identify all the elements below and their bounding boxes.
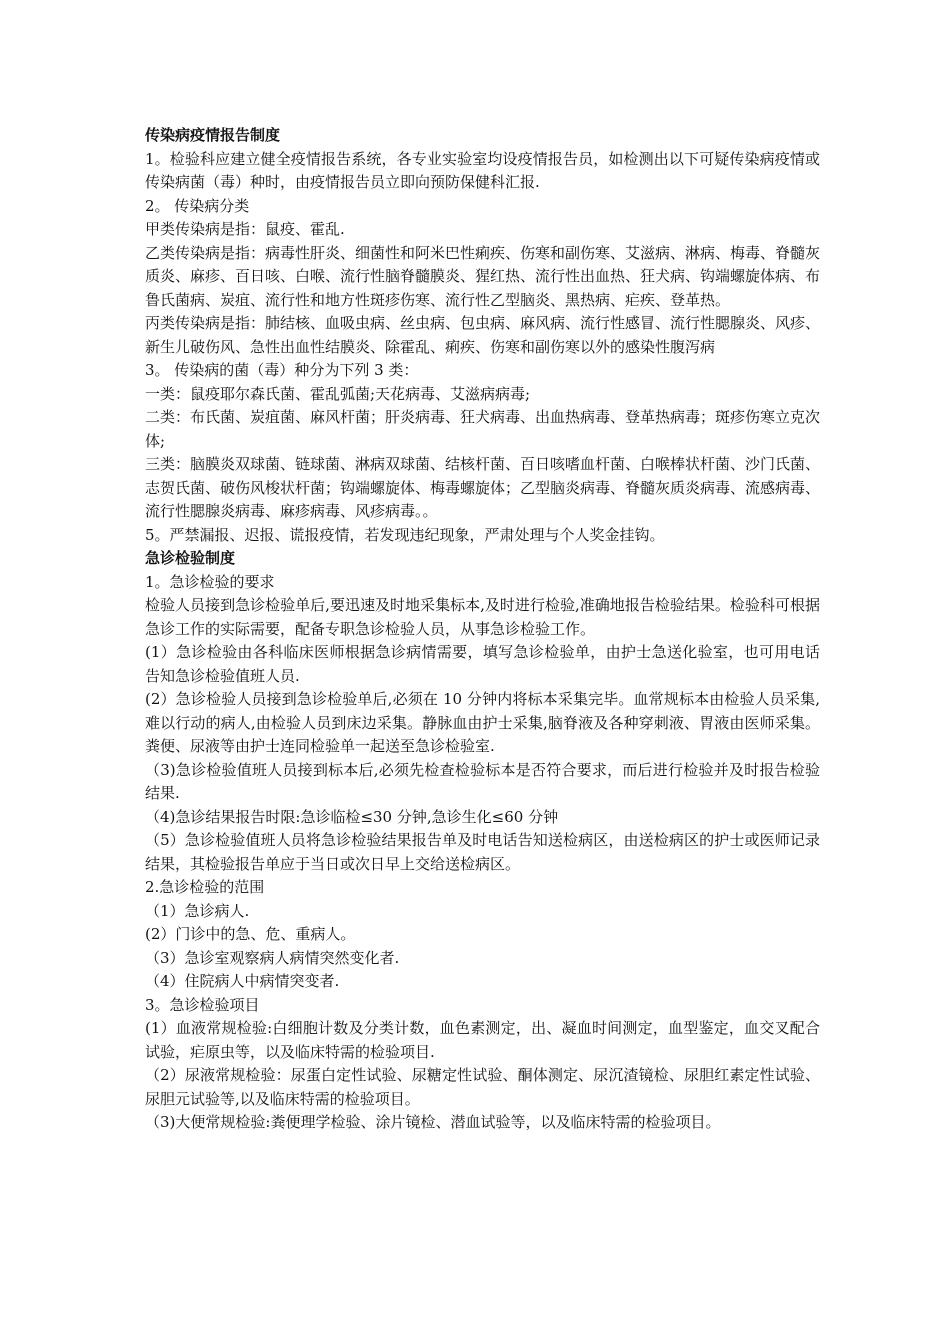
paragraph: 2.急诊检验的范围 bbox=[145, 878, 265, 896]
paragraph: 检验人员接到急诊检验单后,要迅速及时地采集标本,及时进行检验,准确地报告检验结果。检验科可根据急诊工作的实际需要，配备专职急诊检验人员，从事急诊检验工作。 bbox=[145, 596, 820, 638]
paragraph: （3)大便常规检验:粪便理学检验、涂片镜检、潜血试验等，以及临床特需的检验项目。 bbox=[145, 1113, 721, 1131]
paragraph: 丙类传染病是指：肺结核、血吸虫病、丝虫病、包虫病、麻风病、流行性感冒、流行性腮腺炎、风疹、新生儿破伤风、急性出血性结膜炎、除霍乱、痢疾、伤寒和副伤寒以外的感染性腹泻病 bbox=[145, 314, 821, 356]
paragraph: （4)急诊结果报告时限:急诊临检≤30 分钟,急诊生化≤60 分钟 bbox=[145, 807, 559, 826]
paragraph: 3。急诊检验项目 bbox=[145, 995, 260, 1014]
section-title-emergency-testing: 急诊检验制度 bbox=[145, 549, 236, 567]
paragraph: （3）急诊室观察病人病情突然变化者. bbox=[145, 948, 400, 967]
paragraph: （5）急诊检验值班人员将急诊检验结果报告单及时电话告知送检病区，由送检病区的护士或医师记录结果，其检验报告单应于当日或次日早上交给送检病区。 bbox=[145, 831, 820, 873]
paragraph: 三类：脑膜炎双球菌、链球菌、淋病双球菌、结核杆菌、百日咳嗜血杆菌、白喉棒状杆菌、沙门氏菌、志贺氏菌、破伤风梭状杆菌；钩端螺旋体、梅毒螺旋体；乙型脑炎病毒、脊髓灰质炎病毒、流感病毒、流行性腮腺炎病毒、麻疹病毒、风疹病毒。。 bbox=[145, 455, 821, 520]
paragraph: （1）急诊病人. bbox=[145, 901, 250, 920]
paragraph: （3)急诊检验值班人员接到标本后,必须先检查检验标本是否符合要求，而后进行检验并及时报告检验结果. bbox=[145, 760, 820, 802]
paragraph: (2）门诊中的急、危、重病人。 bbox=[145, 925, 356, 943]
paragraph: 乙类传染病是指：病毒性肝炎、细菌性和阿米巴性痢疾、伤寒和副伤寒、艾滋病、淋病、梅毒、脊髓灰质炎、麻疹、百日咳、白喉、流行性脑脊髓膜炎、猩红热、流行性出血热、狂犬病、钩端螺旋体病、布鲁氏菌病、炭疽、流行性和地方性斑疹伤寒、流行性乙型脑炎、黑热病、疟疾、登革热。 bbox=[145, 243, 821, 309]
paragraph: 一类：鼠疫耶尔森氏菌、霍乱弧菌;天花病毒、艾滋病病毒; bbox=[145, 384, 531, 403]
paragraph: 1。急诊检验的要求 bbox=[145, 572, 275, 591]
paragraph: 5。严禁漏报、迟报、谎报疫情，若发现违纪现象，严肃处理与个人奖金挂钩。 bbox=[145, 525, 665, 544]
paragraph: (1）急诊检验由各科临床医师根据急诊病情需要，填写急诊检验单，由护士急送化验室，也可用电话告知急诊检验值班人员. bbox=[145, 643, 820, 685]
paragraph: （4）住院病人中病情突变者. bbox=[145, 972, 340, 990]
paragraph: （2）尿液常规检验：尿蛋白定性试验、尿糖定性试验、酮体测定、尿沉渣镜检、尿胆红素定性试验、尿胆元试验等,以及临床特需的检验项目。 bbox=[145, 1066, 820, 1108]
paragraph: (1）血液常规检验:白细胞计数及分类计数，血色素测定，出、凝血时间测定，血型鉴定，血交叉配合试验，疟原虫等，以及临床特需的检验项目. bbox=[145, 1019, 820, 1061]
paragraph: 甲类传染病是指：鼠疫、霍乱. bbox=[145, 220, 345, 238]
paragraph: 二类：布氏菌、炭疽菌、麻风杆菌；肝炎病毒、狂犬病毒、出血热病毒、登革热病毒；斑疹伤寒立克次体; bbox=[145, 408, 821, 450]
paragraph: 2。 传染病分类 bbox=[145, 196, 250, 215]
paragraph: (2）急诊检验人员接到急诊检验单后,必须在 10 分钟内将标本采集完毕。血常规标本由检验人员采集,难以行动的病人,由检验人员到床边采集。静脉血由护士采集,脑脊液及各种穿刺液、胃液由医师采集。粪便、尿液等由护士连同检验单一起送至急诊检验室. bbox=[145, 690, 820, 755]
paragraph: 1。检验科应建立健全疫情报告系统，各专业实验室均设疫情报告员，如检测出以下可疑传染病疫情或传染病菌（毒）种时，由疫情报告员立即向预防保健科汇报. bbox=[145, 149, 820, 191]
document-page bbox=[145, 124, 820, 1135]
section-title-infectious-disease-reporting: 传染病疫情报告制度 bbox=[145, 126, 281, 144]
paragraph: 3。 传染病的菌（毒）种分为下列 3 类： bbox=[145, 361, 419, 379]
